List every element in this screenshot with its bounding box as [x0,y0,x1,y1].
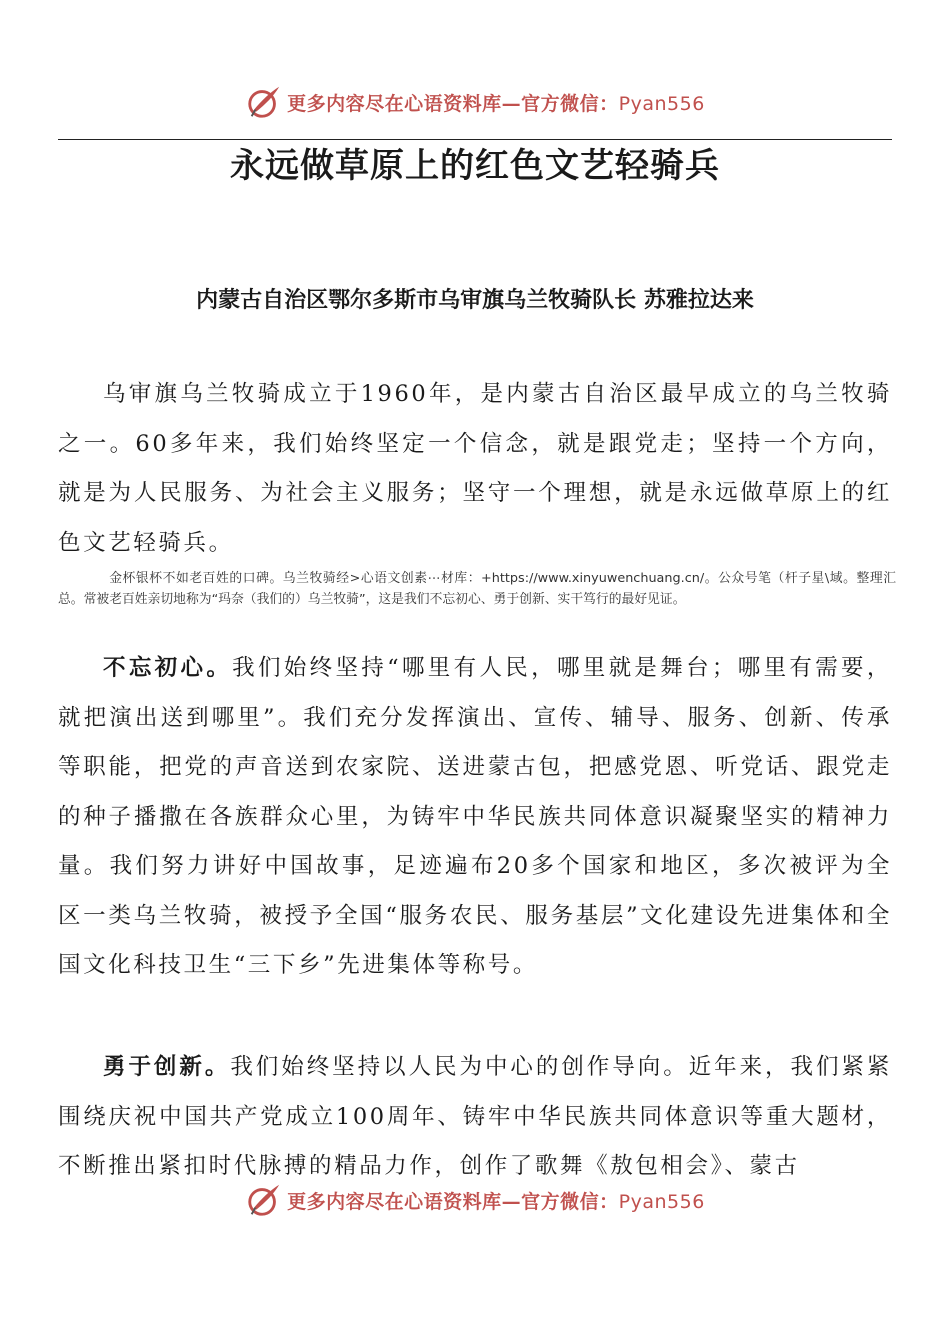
footer-banner-text: 更多内容尽在心语资料库—官方微信：Pyan556 [287,1190,705,1213]
author-line: 内蒙古自治区鄂尔多斯市乌审旗乌兰牧骑队长 苏雅拉达来 [196,287,754,313]
paragraph-intro: 乌审旗乌兰牧骑成立于1960年，是内蒙古自治区最早成立的乌兰牧骑之一。60多年来，我们始终坚定一个信念，就是跟党走；坚持一个方向，就是为人民服务、为社会主义服务；坚守一个理想，就是永远做草原上的红色文艺轻骑兵。 [58,381,892,556]
paragraph-lead: 不忘初心。 [103,655,233,681]
header-banner [0,82,950,122]
header-banner-text: 更多内容尽在心语资料库—官方微信：Pyan556 [287,92,705,115]
paragraph-body: 我们始终坚持以人民为中心的创作导向。近年来，我们紧紧围绕庆祝中国共产党成立100周年、铸牢中华民族共同体意识等重大题材，不断推出紧扣时代脉搏的精品力作，创作了歌舞《敖包相会》、蒙古 [58,1054,892,1179]
footer-banner [0,1180,950,1220]
paragraph-innovation [58,1043,892,1192]
quill-logo-icon [245,1181,283,1219]
watermark-note: 金杯银杯不如老百姓的口碑。乌兰牧骑经>心语文创素⋯材库：+https://www.xinyuwenchuang.cn/。公众号笔（杆子星\域。整理汇总。常被老百姓亲切地称为“玛奈（我们的）乌兰牧骑”，这是我们不忘初心、勇于创新、实干笃行的最好见证。 [58,571,896,607]
page-title: 永远做草原上的红色文艺轻骑兵 [230,146,720,186]
paragraph-body: 我们始终坚持“哪里有人民，哪里就是舞台；哪里有需要，就把演出送到哪里”。我们充分发挥演出、宣传、辅导、服务、创新、传承等职能，把党的声音送到农家院、送进蒙古包，把感党恩、听党话、跟党走的种子播撒在各族群众心里，为铸牢中华民族共同体意识凝聚坚实的精神力量。我们努力讲好中国故事，足迹遍布20多个国家和地区，多次被评为全区一类乌兰牧骑，被授予全国“服务农民、服务基层”文化建设先进集体和全国文化科技卫生“三下乡”先进集体等称号。 [58,655,892,978]
paragraph-original-aspiration [58,644,892,991]
paragraph-lead: 勇于创新。 [103,1054,231,1080]
quill-logo-icon [245,83,283,121]
